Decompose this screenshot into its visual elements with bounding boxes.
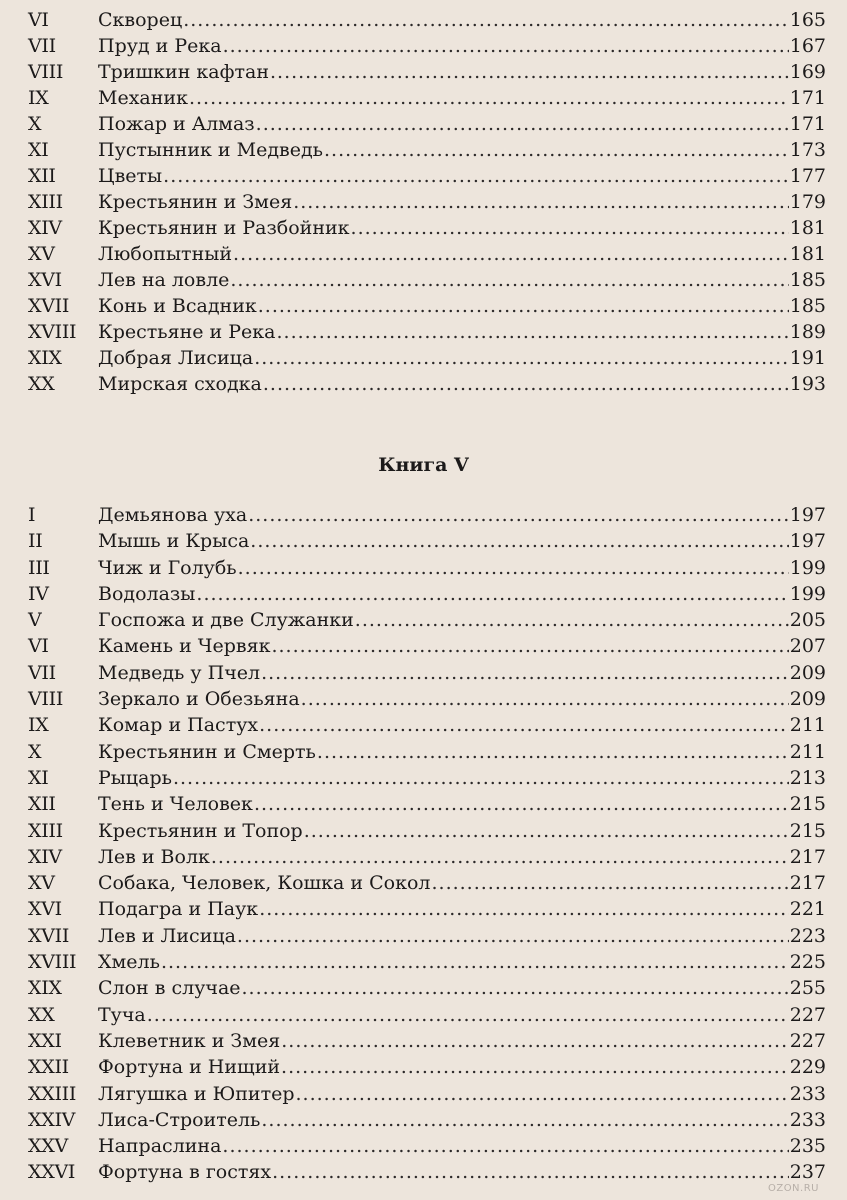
toc-entry [28, 137, 826, 163]
dot-leader [293, 189, 789, 215]
dot-leader [248, 502, 789, 528]
toc-entry-page: 191 [789, 347, 826, 369]
toc-entry-page: 223 [789, 924, 826, 947]
toc-entry-title: Зеркало и Обезьяна [98, 688, 300, 711]
toc-entry-page: 197 [789, 504, 826, 526]
dot-leader [281, 1054, 789, 1080]
toc-entry-number: XVIII [28, 321, 77, 343]
dot-leader [431, 870, 788, 896]
toc-entry-title: Механик [98, 87, 188, 109]
toc-entry-number: IV [28, 582, 49, 605]
toc-entry-number: VIII [28, 688, 64, 711]
toc-entry-page: 185 [789, 295, 826, 317]
toc-entry [28, 581, 826, 607]
dot-leader [189, 85, 789, 111]
toc-entry [28, 502, 826, 528]
toc-entry-page: 169 [789, 61, 826, 83]
watermark: OZON.RU [767, 1183, 819, 1194]
dot-leader [317, 739, 789, 765]
toc-entry-page: 211 [789, 740, 826, 763]
dot-leader [254, 791, 789, 817]
toc-entry-page: 255 [789, 977, 826, 1000]
toc-entry [28, 1054, 826, 1080]
toc-entry [28, 371, 826, 397]
toc-entry-title: Комар и Пастух [98, 714, 259, 737]
toc-entry-title: Лев на ловле [98, 269, 230, 291]
dot-leader [238, 555, 789, 581]
toc-entry-title: Лягушка и Юпитер [98, 1082, 295, 1105]
toc-entry-number: VI [28, 635, 49, 658]
dot-leader [258, 293, 789, 319]
toc-entry-title: Тень и Человек [98, 793, 253, 816]
toc-entry [28, 267, 826, 293]
toc-entry [28, 33, 826, 59]
toc-list-book-4 [28, 7, 826, 397]
toc-entry-title: Добрая Лисица [98, 347, 254, 369]
toc-entry [28, 1081, 826, 1107]
dot-leader [263, 371, 789, 397]
toc-entry-number: XI [28, 139, 49, 161]
toc-entry-title: Клеветник и Змея [98, 1029, 281, 1052]
toc-entry-page: 235 [789, 1135, 826, 1158]
toc-entry-number: XXIII [28, 1082, 77, 1105]
dot-leader [237, 923, 789, 949]
toc-entry [28, 660, 826, 686]
toc-entry-page: 221 [789, 898, 826, 921]
toc-entry-title: Скворец [98, 9, 183, 31]
dot-leader [351, 215, 789, 241]
toc-entry-number: IX [28, 87, 49, 109]
dot-leader [242, 975, 789, 1001]
dot-leader [256, 111, 789, 137]
toc-entry [28, 7, 826, 33]
toc-entry-number: XIII [28, 819, 63, 842]
toc-entry-number: XIX [28, 347, 62, 369]
toc-entry-page: 233 [789, 1082, 826, 1105]
toc-entry-title: Крестьянин и Змея [98, 191, 293, 213]
dot-leader [296, 1081, 789, 1107]
toc-entry-page: 179 [789, 191, 826, 213]
toc-entry-page: 197 [789, 530, 826, 553]
toc-entry-page: 233 [789, 1108, 826, 1131]
toc-entry-title: Подагра и Паук [98, 898, 259, 921]
dot-leader [211, 844, 789, 870]
toc-entry [28, 1133, 826, 1159]
toc-entry-number: XIII [28, 191, 63, 213]
dot-leader [304, 818, 789, 844]
toc-entry [28, 633, 826, 659]
toc-entry-title: Рыцарь [98, 766, 172, 789]
toc-entry-number: XV [28, 872, 55, 895]
toc-entry-page: 171 [789, 87, 826, 109]
toc-entry-number: II [28, 530, 43, 553]
toc-entry-title: Конь и Всадник [98, 295, 257, 317]
toc-entry-number: XVI [28, 898, 62, 921]
toc-entry [28, 241, 826, 267]
toc-entry [28, 791, 826, 817]
toc-entry-title: Госпожа и две Служанки [98, 609, 354, 632]
toc-entry-title: Цветы [98, 165, 163, 187]
toc-entry [28, 111, 826, 137]
dot-leader [183, 7, 789, 33]
dot-leader [261, 1107, 788, 1133]
dot-leader [250, 528, 788, 554]
toc-entry-title: Любопытный [98, 243, 233, 265]
dot-leader [281, 1028, 788, 1054]
toc-entry [28, 59, 826, 85]
dot-leader [276, 319, 788, 345]
toc-entry-title: Пустынник и Медведь [98, 139, 324, 161]
toc-entry-page: 207 [789, 635, 826, 658]
toc-entry [28, 1159, 826, 1185]
toc-entry [28, 85, 826, 111]
toc-entry-number: XIX [28, 977, 62, 1000]
dot-leader [254, 345, 789, 371]
dot-leader [261, 660, 789, 686]
toc-entry-title: Хмель [98, 951, 160, 974]
toc-entry-number: IX [28, 714, 49, 737]
toc-entry [28, 293, 826, 319]
toc-entry [28, 686, 826, 712]
toc-entry-page: 189 [789, 321, 826, 343]
toc-entry-number: I [28, 504, 36, 526]
dot-leader [161, 949, 789, 975]
dot-leader [259, 712, 789, 738]
toc-entry-number: VII [28, 661, 56, 684]
toc-entry [28, 528, 826, 554]
toc-entry-title: Мышь и Крыса [98, 530, 250, 553]
toc-entry-page: 227 [789, 1029, 826, 1052]
toc-entry-title: Крестьяне и Река [98, 321, 276, 343]
dot-leader [271, 633, 788, 659]
toc-entry-number: XII [28, 165, 56, 187]
toc-entry-title: Тришкин кафтан [98, 61, 269, 83]
toc-entry [28, 818, 826, 844]
dot-leader [163, 163, 789, 189]
toc-entry-number: XVI [28, 269, 62, 291]
toc-entry-page: 171 [789, 113, 826, 135]
toc-entry-title: Напраслина [98, 1135, 222, 1158]
toc-entry-page: 237 [789, 1161, 826, 1184]
toc-entry-number: VI [28, 9, 49, 31]
toc-entry-title: Водолазы [98, 582, 196, 605]
toc-entry-title: Лев и Лисица [98, 924, 236, 947]
toc-entry-page: 215 [789, 819, 826, 842]
section-title: Книга V [378, 454, 469, 476]
toc-entry [28, 739, 826, 765]
toc-entry-title: Крестьянин и Топор [98, 819, 303, 842]
toc-entry [28, 949, 826, 975]
toc-entry-number: XI [28, 766, 49, 789]
toc-entry-title: Медведь у Пчел [98, 661, 261, 684]
toc-entry [28, 975, 826, 1001]
toc-entry-title: Пруд и Река [98, 35, 222, 57]
toc-entry [28, 1107, 826, 1133]
toc-entry-number: XXV [28, 1135, 68, 1158]
toc-entry-number: XVII [28, 924, 70, 947]
toc-entry-number: XX [28, 1003, 55, 1026]
toc-entry-title: Туча [98, 1003, 146, 1026]
toc-entry-title: Собака, Человек, Кошка и Сокол [98, 872, 431, 895]
toc-entry-title: Мирская сходка [98, 373, 262, 395]
dot-leader [230, 267, 788, 293]
toc-entry-title: Фортуна и Нищий [98, 1056, 281, 1079]
toc-entry [28, 765, 826, 791]
toc-entry [28, 870, 826, 896]
toc-entry-number: XIV [28, 845, 62, 868]
toc-entry-number: VII [28, 35, 56, 57]
toc-entry-number: XXI [28, 1029, 62, 1052]
toc-entry-page: 225 [789, 951, 826, 974]
toc-entry-title: Крестьянин и Разбойник [98, 217, 350, 239]
toc-entry-title: Лиса-Строитель [98, 1108, 261, 1131]
dot-leader [223, 33, 789, 59]
toc-entry-title: Крестьянин и Смерть [98, 740, 316, 763]
dot-leader [196, 581, 788, 607]
toc-entry-number: X [28, 113, 42, 135]
toc-entry [28, 607, 826, 633]
toc-entry [28, 844, 826, 870]
dot-leader [222, 1133, 788, 1159]
toc-entry-title: Чиж и Голубь [98, 556, 237, 579]
toc-entry-page: 209 [789, 688, 826, 711]
toc-entry-page: 199 [789, 556, 826, 579]
toc-entry-number: V [28, 609, 42, 632]
toc-entry [28, 712, 826, 738]
toc-entry-page: 177 [789, 165, 826, 187]
toc-entry-page: 199 [789, 582, 826, 605]
dot-leader [173, 765, 789, 791]
toc-entry-number: VIII [28, 61, 64, 83]
toc-entry [28, 319, 826, 345]
toc-entry-title: Фортуна в гостях [98, 1161, 272, 1184]
toc-entry-title: Лев и Волк [98, 845, 210, 868]
toc-entry [28, 345, 826, 371]
toc-entry-page: 181 [789, 243, 826, 265]
toc-entry-page: 211 [789, 714, 826, 737]
toc-entry [28, 1028, 826, 1054]
toc-entry [28, 189, 826, 215]
toc-entry-page: 167 [789, 35, 826, 57]
toc-entry-page: 227 [789, 1003, 826, 1026]
toc-entry-page: 215 [789, 793, 826, 816]
dot-leader [272, 1159, 789, 1185]
toc-entry-page: 217 [789, 845, 826, 868]
dot-leader [324, 137, 789, 163]
toc-list-book-5 [28, 502, 826, 1186]
toc-entry-number: XXIV [28, 1108, 76, 1131]
toc-entry [28, 896, 826, 922]
dot-leader [147, 1002, 789, 1028]
toc-entry-title: Слон в случае [98, 977, 241, 1000]
toc-entry-title: Пожар и Алмаз [98, 113, 255, 135]
dot-leader [355, 607, 789, 633]
toc-entry-page: 185 [789, 269, 826, 291]
toc-entry-number: XVIII [28, 951, 77, 974]
toc-entry-page: 209 [789, 661, 826, 684]
dot-leader [259, 896, 789, 922]
toc-entry-page: 229 [789, 1056, 826, 1079]
toc-entry [28, 923, 826, 949]
toc-entry-page: 205 [789, 609, 826, 632]
toc-entry [28, 1002, 826, 1028]
toc-entry-title: Камень и Червяк [98, 635, 271, 658]
toc-entry-page: 213 [789, 766, 826, 789]
toc-entry [28, 555, 826, 581]
toc-entry-number: XX [28, 373, 55, 395]
toc-entry-number: XXII [28, 1056, 69, 1079]
dot-leader [270, 59, 789, 85]
toc-entry-number: III [28, 556, 50, 579]
toc-entry-page: 181 [789, 217, 826, 239]
toc-entry-number: XII [28, 793, 56, 816]
toc-entry-title: Демьянова уха [98, 504, 248, 526]
toc-entry [28, 163, 826, 189]
dot-leader [301, 686, 789, 712]
toc-entry-number: XV [28, 243, 55, 265]
toc-entry-number: X [28, 740, 42, 763]
toc-entry-page: 165 [789, 9, 826, 31]
toc-entry-page: 173 [789, 139, 826, 161]
toc-entry-page: 193 [789, 373, 826, 395]
toc-entry-number: XIV [28, 217, 62, 239]
toc-entry-number: XVII [28, 295, 70, 317]
dot-leader [233, 241, 789, 267]
toc-entry-number: XXVI [28, 1161, 76, 1184]
toc-entry-page: 217 [789, 872, 826, 895]
toc-entry [28, 215, 826, 241]
